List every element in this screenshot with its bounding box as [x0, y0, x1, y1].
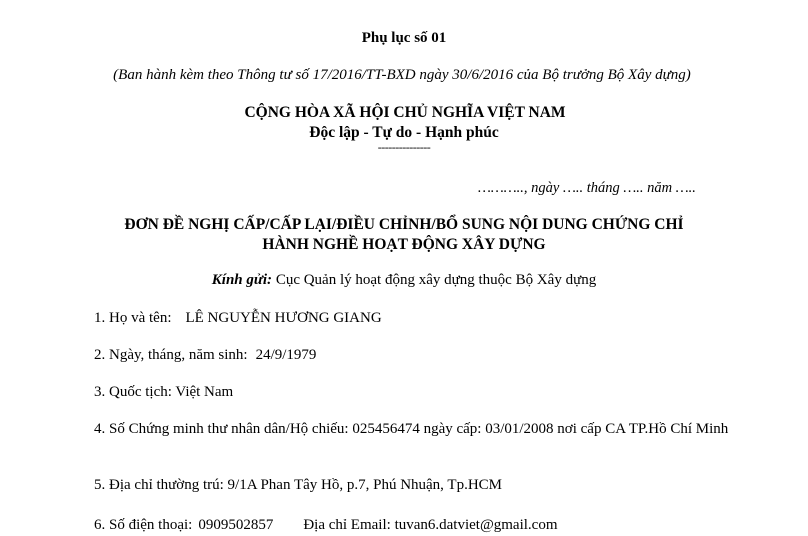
field-date-of-birth: [94, 346, 754, 365]
document-title: [0, 215, 808, 255]
id-card-label: 4. Số Chứng minh thư nhân dân/Hộ chiếu:: [94, 421, 349, 437]
phone-value: 0909502857: [198, 517, 274, 533]
field-contact: [94, 516, 754, 535]
full-name-value: LÊ NGUYỄN HƯƠNG GIANG: [185, 310, 382, 326]
appendix-heading: Phụ lục số 01: [361, 30, 447, 46]
field-full-name: [94, 309, 754, 328]
document-title-line-1: ĐƠN ĐỀ NGHỊ CẤP/CẤP LẠI/ĐIỀU CHỈNH/BỔ SUNG NỘI DUNG CHỨNG CHỈ: [124, 216, 684, 233]
phone-label: 6. Số điện thoại:: [94, 517, 193, 533]
republic-heading: CỘNG HÒA XÃ HỘI CHỦ NGHĨA VIỆT NAM: [244, 104, 566, 121]
permanent-address-label: 5. Địa chỉ thường trú:: [94, 477, 224, 493]
recipient-value: Cục Quản lý hoạt động xây dựng thuộc Bộ Xây dựng: [272, 272, 597, 288]
date-of-birth-label: 2. Ngày, tháng, năm sinh:: [94, 347, 248, 363]
recipient-line: [0, 272, 808, 289]
full-name-label: 1. Họ và tên:: [94, 310, 172, 326]
recipient-label: Kính gửi:: [211, 272, 273, 288]
field-id-card: [94, 420, 754, 439]
nationality-label: 3. Quốc tịch:: [94, 384, 172, 400]
permanent-address-value: 9/1A Phan Tây Hồ, p.7, Phú Nhuận, Tp.HCM: [223, 477, 502, 493]
header-divider: ---------------: [377, 140, 431, 154]
field-permanent-address: [94, 476, 754, 495]
email-value: tuvan6.datviet@gmail.com: [390, 517, 558, 533]
issuing-note: (Ban hành kèm theo Thông tư số 17/2016/TT-BXD ngày 30/6/2016 của Bộ trưởng Bộ Xây dựng): [113, 67, 691, 83]
email-label: Địa chỉ Email:: [303, 517, 391, 533]
nationality-value: Việt Nam: [171, 384, 234, 400]
national-motto: Độc lập - Tự do - Hạnh phúc: [309, 124, 499, 141]
date-of-birth-value: 24/9/1979: [255, 347, 317, 363]
document-title-line-2: HÀNH NGHỀ HOẠT ĐỘNG XÂY DỰNG: [262, 236, 546, 253]
date-place-line: ……….., ngày ….. tháng ….. năm …..: [478, 180, 696, 196]
field-nationality: [94, 383, 754, 402]
id-card-value: 025456474 ngày cấp: 03/01/2008 nơi cấp CA TP.Hồ Chí Minh: [348, 421, 729, 437]
